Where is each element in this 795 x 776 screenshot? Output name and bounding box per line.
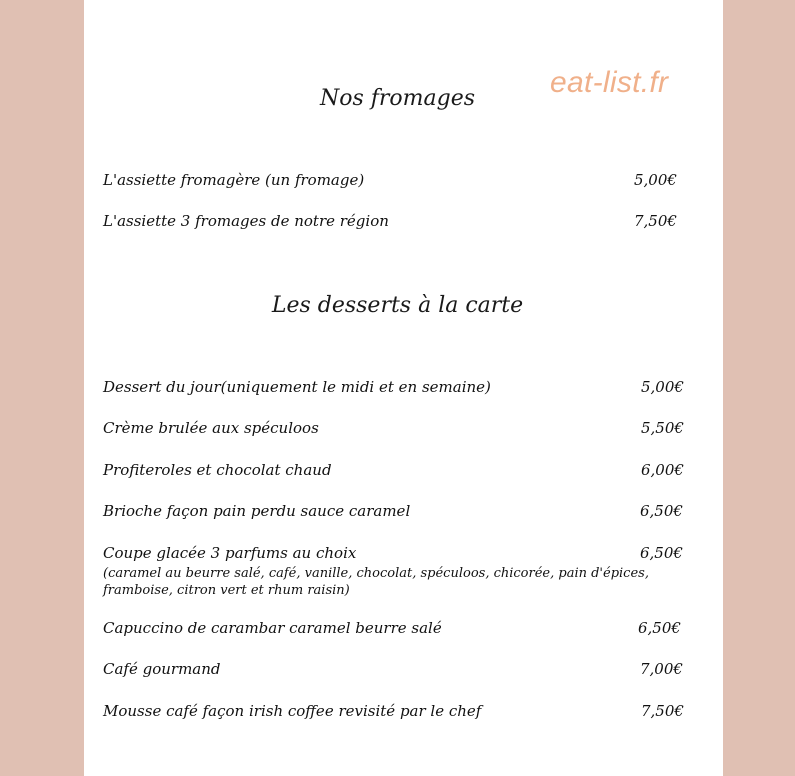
menu-item-price: 7,50€ [641, 702, 684, 720]
menu-item-price: 5,00€ [634, 171, 677, 189]
menu-item: L'assiette 3 fromages de notre région [103, 212, 389, 230]
menu-item-price: 6,50€ [640, 544, 683, 562]
menu-item-price: 5,50€ [641, 419, 684, 437]
menu-item: Café gourmand [103, 660, 221, 678]
menu-item-price: 7,00€ [640, 660, 683, 678]
menu-item: L'assiette fromagère (un fromage) [103, 171, 365, 189]
menu-item: Brioche façon pain perdu sauce caramel [103, 502, 411, 520]
menu-item: Dessert du jour(uniquement le midi et en semaine) [103, 378, 491, 396]
menu-item: Mousse café façon irish coffee revisité par le chef [103, 702, 482, 720]
menu-item-note: (caramel au beurre salé, café, vanille, chocolat, spéculoos, chicorée, pain d'épices, framboise, citron vert et rhum raisin) [103, 566, 649, 598]
menu-item-price: 7,50€ [634, 212, 677, 230]
section-title-fromages: Nos fromages [319, 86, 476, 111]
section-title-desserts: Les desserts à la carte [271, 293, 524, 318]
menu-item-price: 6,50€ [638, 619, 681, 637]
menu-item-price: 6,50€ [640, 502, 683, 520]
menu-item-price: 5,00€ [641, 378, 684, 396]
menu-item-price: 6,00€ [641, 461, 684, 479]
menu-item: Capuccino de carambar caramel beurre salé [103, 619, 442, 637]
watermark: eat-list.fr [550, 66, 669, 99]
menu-item: Crème brulée aux spéculoos [103, 419, 319, 437]
menu-item: Profiteroles et chocolat chaud [103, 461, 332, 479]
menu-item: Coupe glacée 3 parfums au choix [103, 544, 357, 562]
